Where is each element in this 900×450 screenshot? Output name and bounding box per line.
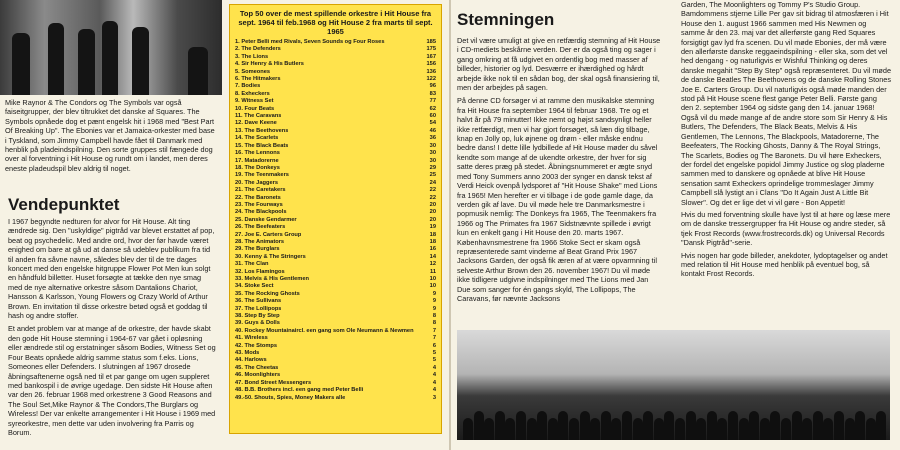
top50-row	[235, 69, 436, 76]
paragraph: På denne CD forsøger vi at ramme den musikalske stemning fra Hit House fra september 1964 til februar 1968. Tre og et halvt år på 79 minutter! Ikke nemt og højst sandsynligt heller ikke retfærdigt, men vi har gjort forsøget, så læn dig tilbage, knap en Jolly op, luk øjnene og drøm - eller måske endnu bedre dans! I dette lille lydbillede af Hit House møder du såvel kendte som mange af de ukendte orkestre, der hver for sig satte deres præg på stedet. Åbningsnummeret er ægte snyd med Tony Summers anno 2003 der synger en dansk tekst af Verdi Heick ovenpå lydsporet af "Hit House Shake" med Lions fra 1965! Men herefter er vi tilbage i de gode gamle dage, da verden gik af lave. Du vil møde hele tre Danmarksmestre i popmusik nemlig: The Donkeys fra 1965, The Teenmakers fra 1966 og The Primates fra 1967 Sidstnævnte spillede i øvrigt kun en enkelt gang i Hit House den 20. marts 1967. Københavnsmestrene fra 1966 Stoke Sect er skam også repræsenterede samt vinderne af Beat Grand Prix 1967 Jacksons Garden, der også fik æren af at være opvarmning til selveste Arthur Brown den 26. november 1967! Du vil møde ikke tidligere udgivne indspilninger med The Lions med Jan Due som sanger for én gangs skyld, The Lollipops, The Caravans, før nævnte Jacksons	[457, 96, 658, 303]
top50-row	[235, 54, 436, 61]
play-count: 10	[429, 283, 436, 290]
top50-row	[235, 387, 436, 394]
band-name: 47. Bond Street Messengers	[235, 379, 312, 386]
crowd-figure	[707, 411, 717, 440]
top50-row	[235, 261, 436, 268]
crowd-figure	[516, 411, 526, 440]
play-count: 9	[432, 305, 436, 312]
band-name: 17. Matadorerne	[235, 157, 279, 164]
play-count: 24	[429, 179, 436, 186]
top50-row	[235, 335, 436, 342]
top50-row	[235, 343, 436, 350]
play-count: 4	[432, 364, 436, 371]
band-name: 32. Los Flamingos	[235, 268, 285, 275]
paragraph: Hvis nogen har gode billeder, anekdoter, lydoptagelser og andet med relation til Hit House med henblik på eventuel bog, så kontakt Frost Records.	[681, 250, 888, 279]
band-name: 7. Bodies	[235, 83, 261, 90]
photo-caption: Mike Raynor & The Condors og The Symbols var også faiseitgrupper, der blev tiltrukket det danske af Squares. The Symbols opnåede dog et pænt engelsk hit i 1968 med "Best Part Of Breaking Up". The Ebonies var et Jamaica-orkester med base i Tyskland, som Jimmy Campbell havde fået til Danmark med henblik på pladeindspilning. Den sorte gruppes stil fængede dog over al forventning i Hit House og rundt om i landet, men deres eneste pladeudspil blev aldrig til noget.	[5, 98, 215, 173]
top50-row	[235, 135, 436, 142]
play-count: 136	[426, 68, 436, 75]
top50-row	[235, 209, 436, 216]
play-count: 96	[429, 83, 436, 90]
top50-row	[235, 195, 436, 202]
paragraph: Garden, The Moonlighters og Tommy P's Studio Group. Bamdommens stjerne Lille Per gav sit bidrag til atmosfæren i Hit House den 1. august 1966 sammen med His Newmen og samme år den 23. maj var det allerførste gang Red Squares forsigtigt gav lyd fra scenen. Du vil møde Ebonies, der må være den allerførste danske reggaeindspilning - eller ska, som det vel hed dengang - og naturligvis er Wishful Thinking og deres danske megahit "Step By Step" også repræsenteret. Du vil møde de danske Beatles The Beethovens og de danske Rolling Stones Joe E. Carters Group. Du vil naturligvis også møde manden der stod på Hit House scene flest gange Peter Belli. Første gang den 2. september 1964 og sidste gang den 14. januar 1968! Også vil du møde mange af de andre store som Sir Henry & His Butlers, The Defenders, The Black Beats, Melvis & His Gentlemen, The Lennons, The Blackpools, Matadorerne, The Beefeaters, The Rocking Ghosts, Danny & The Royal Strings, The Scarlets, Bodies og The Baronets. Du vil høre Exheckers, der fordel det engelske popidol Jimmy Justice og slog pladerne sammen med to danskere og opnåede at blive Hit House sensation samt Exheckers oprindelige trommeslager Jimmy Campbell slå lystigt an i Clans "Do It Again Just A Little Bit Slower". Og det er lige det vi vil gøre - Bon Appetit!	[681, 0, 892, 207]
crowd-figure	[802, 418, 812, 440]
band-photo	[0, 0, 222, 95]
top50-panel	[222, 0, 449, 450]
top50-row	[235, 143, 436, 150]
top50-row	[235, 187, 436, 194]
crowd-figure	[823, 418, 833, 440]
crowd-figure	[781, 418, 791, 440]
band-name: 4. Sir Henry & His Butlers	[235, 61, 304, 68]
top50-row	[235, 150, 436, 157]
band-name: 38. Step By Step	[235, 313, 280, 320]
crowd-figure	[770, 411, 780, 440]
crowd-figure	[813, 411, 823, 440]
play-count: 4	[432, 372, 436, 379]
top50-row	[235, 202, 436, 209]
top50-row	[235, 39, 436, 46]
top50-row	[235, 158, 436, 165]
play-count: 6	[432, 342, 436, 349]
band-name: 41. Wireless	[235, 335, 268, 342]
play-count: 9	[432, 290, 436, 297]
band-name: 46. Moonlighters	[235, 372, 281, 379]
top50-row	[235, 128, 436, 135]
play-count: 77	[429, 98, 436, 105]
band-name: 31. The Clan	[235, 261, 269, 268]
play-count: 22	[429, 194, 436, 201]
play-count: 156	[426, 61, 436, 68]
paragraph: I 1967 begyndte nedturen for alvor for Hit House. Alt ting ændrede sig. Den "uskyldige" pigtråd var blevet erstattet af pop, beat og psychedelic. Med andre ord, hvor der før havde været enighed om bare at gå ud at danse så udeblev publikum fra tid til anden fra såvne navne, således blev der til de tre dages koncert med den engelske hitgruppe Flower Pot Men kun solgt en håndfuld billetter. Huset forsøgte at tække den nye smag med de nye alternative orkestre såsom Dantalions Chariot, Hansson & Karlsson, Young Flowers og Crazy World of Arthur Brown. En invitation til disse orkestre betød også et goddag til hash og andre stoffer.	[8, 217, 215, 321]
top50-row	[235, 180, 436, 187]
crowd-figure	[505, 418, 515, 440]
play-count: 167	[426, 53, 436, 60]
musician-figure	[12, 33, 30, 95]
play-count: 185	[426, 39, 436, 45]
crowd-figure	[622, 411, 632, 440]
top50-row	[235, 313, 436, 320]
top50-row	[235, 350, 436, 357]
top50-row	[235, 372, 436, 379]
musician-figure	[132, 27, 149, 95]
band-name: 6. The Hitmakers	[235, 76, 281, 83]
play-count: 5	[432, 357, 436, 364]
top50-row	[235, 91, 436, 98]
play-count: 36	[429, 135, 436, 142]
band-name: 29. The Burglars	[235, 246, 280, 253]
band-name: 26. The Beefeaters	[235, 224, 286, 231]
play-count: 122	[426, 76, 436, 83]
top50-row	[235, 328, 436, 335]
crowd-figure	[760, 418, 770, 440]
band-name: 42. The Stomps	[235, 342, 278, 349]
band-name: 1. Peter Belli med Rivals, Seven Sounds og Four Roses	[235, 39, 385, 45]
musician-figure	[102, 21, 118, 95]
crowd-figure	[876, 411, 886, 440]
crowd-figure	[834, 411, 844, 440]
band-name: 43. Mods	[235, 350, 260, 357]
top50-row	[235, 239, 436, 246]
play-count: 54	[429, 120, 436, 127]
crowd-figure	[749, 411, 759, 440]
band-name: 27. Joe E. Carters Group	[235, 231, 302, 238]
play-count: 20	[429, 216, 436, 223]
top50-row	[235, 298, 436, 305]
play-count: 18	[429, 231, 436, 238]
play-count: 60	[429, 113, 436, 120]
band-name: 35. The Rocking Ghosts	[235, 290, 300, 297]
crowd-figure	[548, 418, 558, 440]
crowd-figure	[463, 418, 473, 440]
crowd-figure	[696, 418, 706, 440]
play-count: 30	[429, 150, 436, 157]
top50-row	[235, 98, 436, 105]
play-count: 20	[429, 201, 436, 208]
band-name: 13. The Beethovens	[235, 127, 289, 134]
musician-figure	[48, 23, 64, 95]
band-name: 20. The Jaggers	[235, 179, 278, 186]
crowd-figure	[654, 418, 664, 440]
play-count: 7	[432, 327, 436, 334]
drummer-figure	[188, 47, 208, 95]
play-count: 8	[432, 320, 436, 327]
top50-row	[235, 120, 436, 127]
crowd-figure	[717, 418, 727, 440]
top50-row	[235, 246, 436, 253]
play-count: 14	[429, 253, 436, 260]
play-count: 20	[429, 209, 436, 216]
text-column-right	[681, 0, 891, 279]
top50-row	[235, 306, 436, 313]
band-name: 19. The Teenmakers	[235, 172, 289, 179]
play-count: 3	[432, 394, 436, 401]
top50-row	[235, 380, 436, 387]
band-name: 28. The Animators	[235, 238, 285, 245]
band-name: 33. Melvis & His Gentlemen	[235, 276, 309, 282]
crowd-figure	[686, 411, 696, 440]
top50-row	[235, 320, 436, 327]
play-count: 62	[429, 105, 436, 112]
top50-row	[235, 269, 436, 276]
band-name: 3. The Lions	[235, 53, 269, 60]
band-name: 18. The Donkeys	[235, 164, 280, 171]
top50-row	[235, 172, 436, 179]
crowd-figure	[590, 418, 600, 440]
crowd-figure	[474, 411, 484, 440]
play-count: 10	[429, 276, 436, 282]
band-name: 21. The Caretakers	[235, 187, 286, 194]
band-name: 25. Danske Gendarmer	[235, 216, 297, 223]
crowd-figure	[569, 418, 579, 440]
top50-row	[235, 232, 436, 239]
play-count: 46	[429, 127, 436, 134]
top50-row	[235, 395, 436, 402]
crowd-figure	[845, 418, 855, 440]
play-count: 12	[429, 261, 436, 268]
top50-row	[235, 76, 436, 83]
section-heading: Stemningen	[457, 10, 555, 29]
band-name: 30. Kenny & The Stringers	[235, 253, 306, 260]
top50-row	[235, 224, 436, 231]
crowd-figure	[633, 418, 643, 440]
play-count: 8	[432, 313, 436, 320]
play-count: 30	[429, 142, 436, 149]
top50-row	[235, 106, 436, 113]
top50-row	[235, 365, 436, 372]
play-count: 22	[429, 187, 436, 194]
top50-row	[235, 276, 436, 283]
play-count: 16	[429, 246, 436, 253]
band-name: 2. The Defenders	[235, 46, 281, 53]
left-page	[0, 0, 222, 450]
crowd-figure	[495, 411, 505, 440]
top50-row	[235, 254, 436, 261]
band-name: 34. Stoke Sect	[235, 283, 274, 290]
play-count: 30	[429, 157, 436, 164]
band-name: 24. The Blackpools	[235, 209, 287, 216]
band-name: 49.-50. Shouts, Spies, Money Makers alle	[235, 394, 346, 401]
band-name: 15. The Black Beats	[235, 142, 289, 149]
top50-row	[235, 113, 436, 120]
band-name: 40. Rockey Mountainaircl. een gang som Ole Neumann & Newmen	[235, 327, 414, 334]
top50-row	[235, 83, 436, 90]
top50-row	[235, 61, 436, 68]
band-name: 44. Harlows	[235, 357, 267, 364]
crowd-figure	[537, 411, 547, 440]
play-count: 4	[432, 379, 436, 386]
band-name: 9. Witness Set	[235, 98, 274, 105]
play-count: 25	[429, 172, 436, 179]
crowd-figure	[611, 418, 621, 440]
band-name: 48. B.B. Brothers incl. een gang med Peter Belli	[235, 387, 364, 394]
play-count: 18	[429, 238, 436, 245]
band-name: 23. The Fourways	[235, 201, 283, 208]
musician-figure	[78, 29, 95, 95]
band-name: 39. Guys & Dolls	[235, 320, 280, 327]
top50-list	[235, 39, 436, 402]
crowd-figure	[580, 411, 590, 440]
crowd-figure	[792, 411, 802, 440]
band-name: 11. The Caravans	[235, 113, 282, 120]
paragraph: Et andet problem var at mange af de orkestre, der havde skabt den gode Hit House stemning i 1964-67 var gået i opløsning eller ændrede stil og erstatninger såsom Bodies, Witness Set og Four Beats opnåede aldrig samme status som f.eks. Lions, Someones eller Defenders. I slutningen af 1967 drosede åbningsaftenerne også ned til et par gange om ugen suppleret med bankospil i de øvrige ugedage. Den sidste Hit House aften var den 26. februar 1968 med orkestrene 3 Good Reasons and The Soul Set,Mike Raynor & The Condors,The Burglars og Wireless! Der var enkelte arrangementer i Hit House i 1969 med syreorkestre, men dette var uden involvering fra Parris og Borum.	[8, 324, 216, 437]
section-heading: Vendepunktet	[8, 195, 120, 214]
text-column-left	[457, 10, 662, 303]
play-count: 5	[432, 350, 436, 357]
band-name: 16. The Lennons	[235, 150, 280, 157]
section-body	[8, 217, 216, 441]
crowd-figure	[527, 418, 537, 440]
crowd-street-photo	[457, 330, 890, 440]
band-name: 14. The Scarlets	[235, 135, 279, 142]
crowd-figure	[855, 411, 865, 440]
paragraph: Hvis du med forventning skulle have lyst til at høre og læse mere om de danske tressergrupper fra Hit House og andre steder, så tjek Frost Records (www.frostrecords.dk) og Universal Records "Dansk Pigtråd"-serie.	[681, 209, 891, 248]
play-count: 4	[432, 387, 436, 394]
band-name: 36. The Sullivans	[235, 298, 282, 305]
band-name: 10. Four Beats	[235, 105, 275, 112]
band-name: 37. The Lollipops	[235, 305, 282, 312]
crowd-figure	[601, 411, 611, 440]
crowd-figure	[484, 418, 494, 440]
play-count: 83	[429, 90, 436, 97]
band-name: 12. Dave Keene	[235, 120, 277, 127]
play-count: 9	[432, 298, 436, 305]
crowd-figure	[664, 411, 674, 440]
top50-row	[235, 165, 436, 172]
play-count: 19	[429, 224, 436, 231]
crowd-figure	[866, 418, 876, 440]
top50-title: Top 50 over de mest spillende orkestre i Hit House fra sept. 1964 til feb.1968 og Hit House 2 fra marts til sept. 1965	[238, 9, 433, 36]
right-page	[449, 0, 900, 450]
top50-row	[235, 291, 436, 298]
band-name: 8. Exheckers	[235, 90, 270, 97]
top50-row	[235, 357, 436, 364]
top50-row	[235, 46, 436, 53]
band-name: 22. The Baronets	[235, 194, 281, 201]
top50-box	[229, 4, 442, 434]
crowd-figure	[558, 411, 568, 440]
play-count: 7	[432, 335, 436, 342]
play-count: 11	[429, 268, 436, 275]
paragraph: Det vil være umuligt at give en retfærdig stemning af Hit House i CD-mediets beskårne verden. Der er da også ting og sager i gang omkring at få udgivet en ordentlig bog med masser af billeder, historier og lyd. Desværre er ihærdighed og hårdt arbejde ikke nok til en sådan bog, der skal også finansiering til, men der arbejdes på sagen.	[457, 36, 661, 93]
top50-row	[235, 217, 436, 224]
crowd-figure	[643, 411, 653, 440]
band-name: 5. Someones	[235, 68, 271, 75]
play-count: 175	[426, 46, 436, 53]
top50-row	[235, 283, 436, 290]
crowd-figure	[739, 418, 749, 440]
crowd-figure	[728, 411, 738, 440]
play-count: 29	[429, 164, 436, 171]
band-name: 45. The Cheetas	[235, 364, 279, 371]
crowd-figure	[675, 418, 685, 440]
